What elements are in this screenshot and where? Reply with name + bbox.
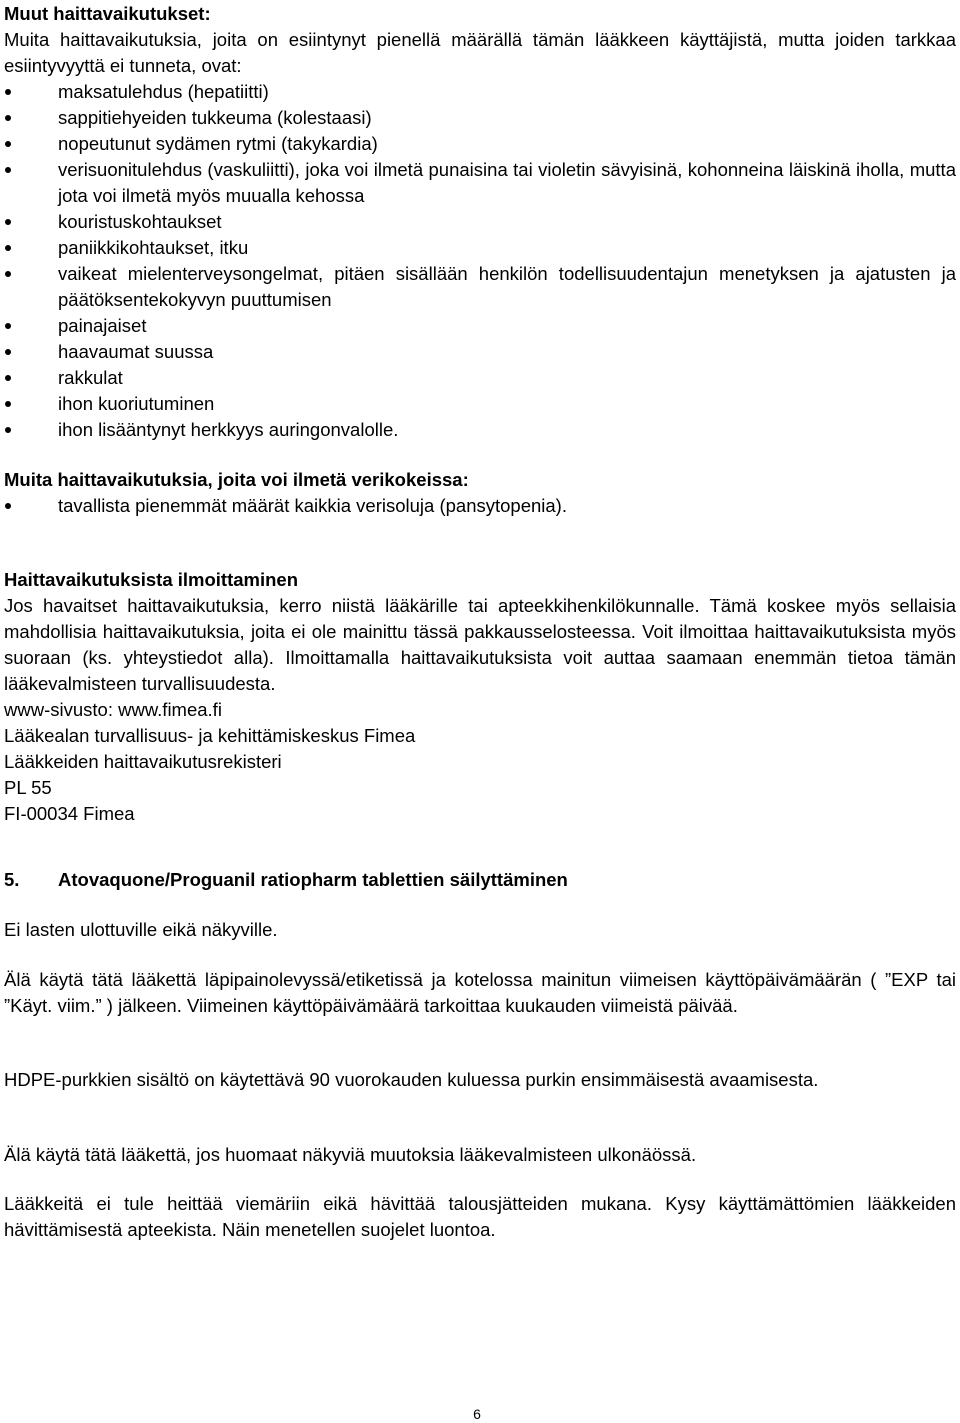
- section-number: 5.: [4, 869, 20, 890]
- page-number: 6: [473, 1406, 481, 1422]
- bullet-icon: [5, 271, 11, 277]
- section-title: Haittavaikutuksista ilmoittaminen: [4, 569, 299, 590]
- contact-line: FI-00034 Fimea: [4, 803, 135, 824]
- bullet-icon: [5, 323, 11, 329]
- storage-paragraph: Ei lasten ulottuville eikä näkyville.: [4, 919, 278, 940]
- section-title: Muita haittavaikutuksia, joita voi ilmetä verikokeissa:: [4, 469, 469, 490]
- bullet-icon: [5, 349, 11, 355]
- section-title: Muut haittavaikutukset:: [4, 3, 211, 24]
- list-item-text: haavaumat suussa: [58, 341, 214, 362]
- section-storage-heading: [4, 867, 956, 893]
- section-intro: Muita haittavaikutuksia, joita on esiintynyt pienellä määrällä tämän lääkkeen käyttäjistä, mutta joiden tarkkaa esiintyvyyttä ei tunneta, ovat:: [4, 29, 956, 76]
- list-item-text: tavallista pienemmät määrät kaikkia verisoluja (pansytopenia).: [58, 495, 567, 516]
- list-item-text: vaikeat mielenterveysongelmat, pitäen sisällään henkilön todellisuudentajun menetyksen ja ajatusten ja päätöksentekokyvyn puuttumisen: [58, 263, 956, 310]
- list-item-text: paniikkikohtaukset, itku: [58, 237, 249, 258]
- section-title: Atovaquone/Proguanil ratiopharm tablettien säilyttäminen: [58, 869, 568, 890]
- side-effect-list: [4, 493, 956, 519]
- list-item: [4, 209, 956, 235]
- section-reporting: [4, 567, 956, 827]
- contact-line: PL 55: [4, 777, 52, 798]
- list-item-text: ihon lisääntynyt herkkyys auringonvalolle.: [58, 419, 399, 440]
- section-other-side-effects: [4, 1, 956, 443]
- bullet-icon: [5, 89, 11, 95]
- storage-paragraph: HDPE-purkkien sisältö on käytettävä 90 vuorokauden kuluessa purkin ensimmäisestä avaamisesta.: [4, 1069, 819, 1090]
- list-item-text: nopeutunut sydämen rytmi (takykardia): [58, 133, 378, 154]
- list-item-text: sappitiehyeiden tukkeuma (kolestaasi): [58, 107, 372, 128]
- list-item-text: ihon kuoriutuminen: [58, 393, 215, 414]
- section-blood-test-effects: [4, 467, 956, 519]
- list-item: [4, 261, 956, 313]
- list-item: [4, 157, 956, 209]
- bullet-icon: [5, 167, 11, 173]
- list-item-text: kouristuskohtaukset: [58, 211, 222, 232]
- list-item-text: verisuonitulehdus (vaskuliitti), joka voi ilmetä punaisina tai violetin sävyisinä, kohonneina läiskinä iholla, mutta jota voi ilmetä myös muualla kehossa: [58, 159, 956, 206]
- storage-paragraph: Älä käytä tätä lääkettä, jos huomaat näkyviä muutoksia lääkevalmisteen ulkonäössä.: [4, 1144, 697, 1165]
- list-item: [4, 131, 956, 157]
- contact-line: Lääkkeiden haittavaikutusrekisteri: [4, 751, 282, 772]
- bullet-icon: [5, 141, 11, 147]
- list-item: [4, 417, 956, 443]
- reporting-paragraph: Jos havaitset haittavaikutuksia, kerro niistä lääkärille tai apteekkihenkilökunnalle. Tämä koskee myös sellaisia mahdollisia haittavaikutuksia, joita ei ole mainittu tässä pakkausselosteessa. Voit ilmoittaa haittavaikutuksista myös suoraan (ks. yhteystiedot alla). Ilmoittamalla haittavaikutuksista voit auttaa saamaan enemmän tietoa tämän lääkevalmisteen turvallisuudesta.: [4, 595, 956, 694]
- list-item: [4, 339, 956, 365]
- bullet-icon: [5, 427, 11, 433]
- bullet-icon: [5, 503, 11, 509]
- list-item: [4, 79, 956, 105]
- storage-paragraph: Älä käytä tätä lääkettä läpipainolevyssä/etiketissä ja kotelossa mainitun viimeisen käyttöpäivämäärän ( ”EXP tai ”Käyt. viim.” ) jälkeen. Viimeinen käyttöpäivämäärä tarkoittaa kuukauden viimeistä päivää.: [4, 969, 956, 1016]
- contact-line: Lääkealan turvallisuus- ja kehittämiskeskus Fimea: [4, 725, 416, 746]
- list-item: [4, 235, 956, 261]
- bullet-icon: [5, 401, 11, 407]
- side-effect-list: [4, 79, 956, 443]
- list-item: [4, 105, 956, 131]
- list-item-text: painajaiset: [58, 315, 147, 336]
- list-item: [4, 493, 956, 519]
- bullet-icon: [5, 375, 11, 381]
- list-item: [4, 313, 956, 339]
- list-item: [4, 365, 956, 391]
- bullet-icon: [5, 115, 11, 121]
- storage-paragraph: Lääkkeitä ei tule heittää viemäriin eikä hävittää talousjätteiden mukana. Kysy käyttämättömien lääkkeiden hävittämisestä apteekista. Näin menetellen suojelet luontoa.: [4, 1193, 956, 1240]
- bullet-icon: [5, 245, 11, 251]
- bullet-icon: [5, 219, 11, 225]
- contact-line: www-sivusto: www.fimea.fi: [4, 699, 222, 720]
- list-item-text: maksatulehdus (hepatiitti): [58, 81, 269, 102]
- list-item-text: rakkulat: [58, 367, 123, 388]
- list-item: [4, 391, 956, 417]
